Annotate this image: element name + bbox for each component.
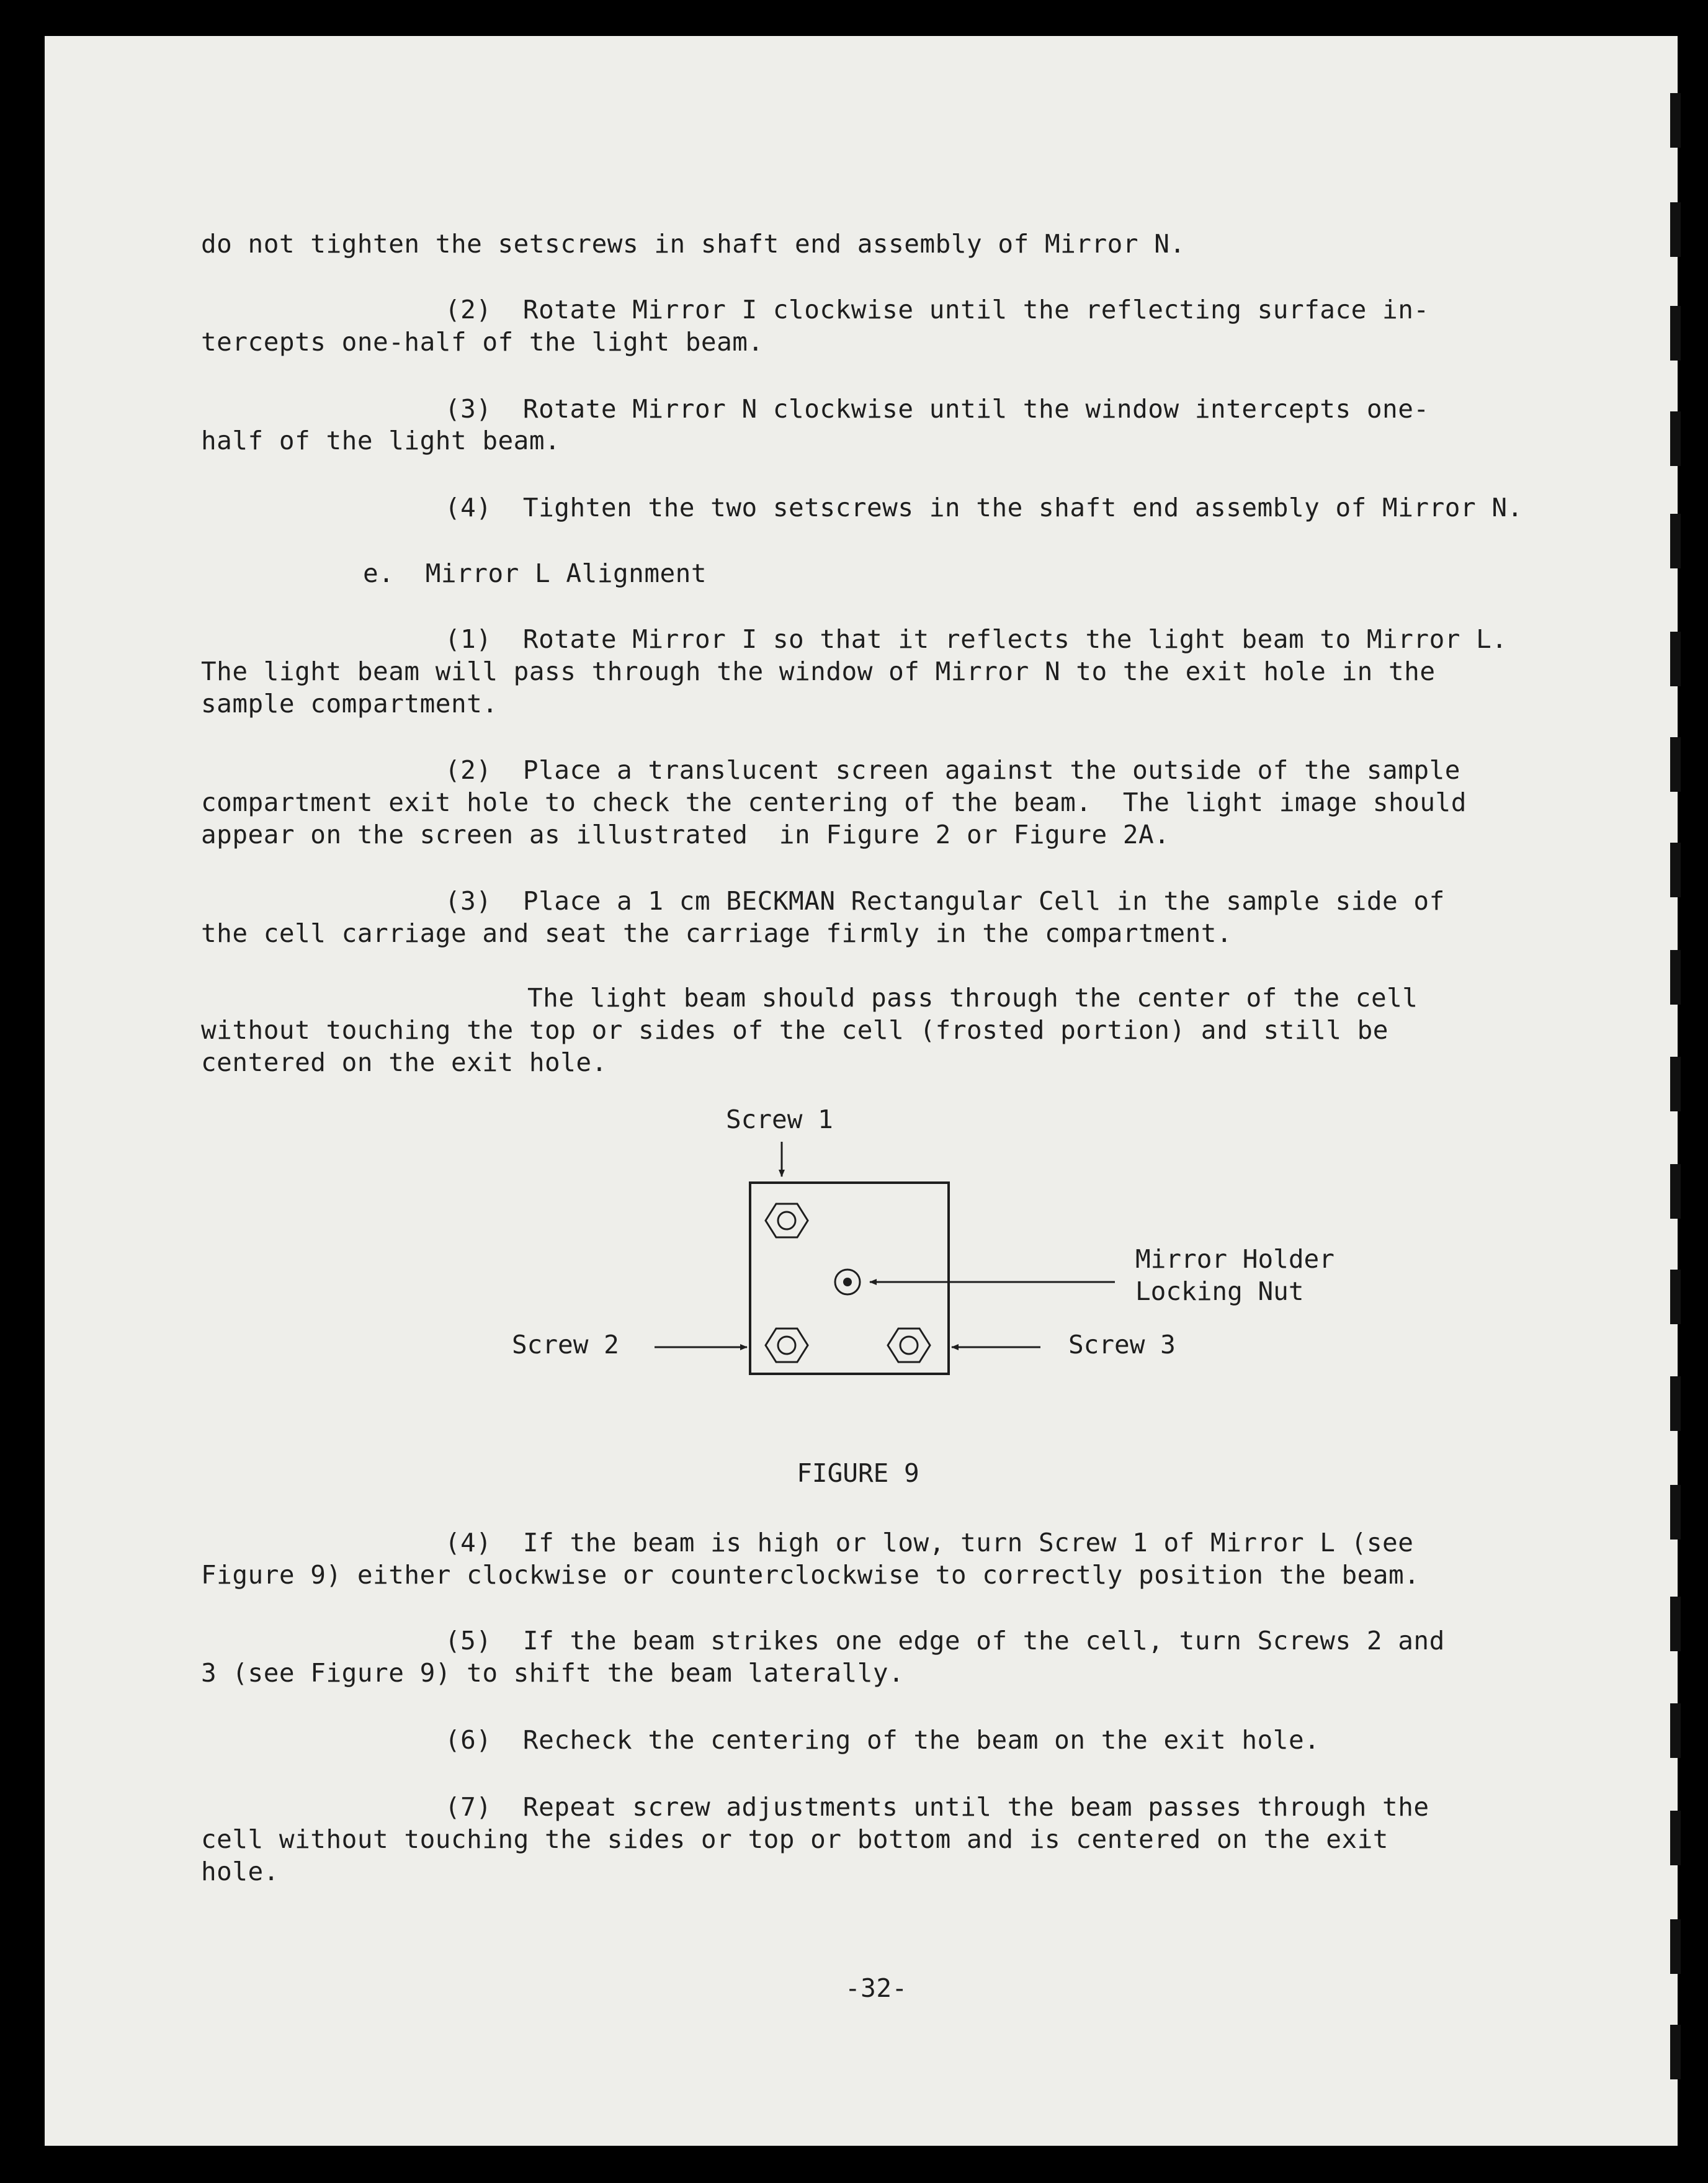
text-line: centered on the exit hole.	[201, 1047, 607, 1077]
section-heading: e. Mirror L Alignment	[363, 558, 707, 588]
binder-mark	[1670, 411, 1681, 466]
binder-mark	[1670, 2025, 1681, 2079]
screw-3-hex-icon	[888, 1329, 930, 1362]
text-line: (3) Rotate Mirror N clockwise until the window intercepts one-	[445, 394, 1429, 424]
locking-nut-label-line2: Locking Nut	[1135, 1276, 1304, 1306]
binder-mark	[1670, 1164, 1681, 1219]
binder-mark	[1670, 1270, 1681, 1324]
binder-mark	[1670, 514, 1681, 568]
text-line: (7) Repeat screw adjustments until the beam passes through the	[445, 1792, 1429, 1822]
text-line: do not tighten the setscrews in shaft end assembly of Mirror N.	[201, 229, 1186, 259]
figure-9-diagram	[45, 36, 1678, 1525]
text-line: the cell carriage and seat the carriage firmly in the compartment.	[201, 918, 1233, 948]
binder-mark	[1670, 1597, 1681, 1651]
screw-2-label: Screw 2	[512, 1330, 619, 1360]
text-line: (2) Place a translucent screen against the outside of the sample	[445, 755, 1460, 785]
text-line: without touching the top or sides of the cell (frosted portion) and still be	[201, 1015, 1388, 1045]
binder-mark	[1670, 1057, 1681, 1111]
figure-caption: FIGURE 9	[797, 1458, 919, 1488]
text-line: The light beam should pass through the center of the cell	[527, 983, 1418, 1013]
screw-1-hex-icon	[766, 1204, 808, 1237]
binder-mark	[1670, 1811, 1681, 1865]
binder-mark	[1670, 843, 1681, 897]
locking-nut-icon	[835, 1270, 860, 1294]
text-line: (5) If the beam strikes one edge of the cell, turn Screws 2 and	[445, 1626, 1445, 1656]
binder-mark	[1670, 737, 1681, 792]
text-line: hole.	[201, 1857, 279, 1886]
binder-mark	[1670, 950, 1681, 1005]
document-page	[45, 36, 1678, 2146]
text-line: tercepts one-half of the light beam.	[201, 327, 764, 357]
locking-nut-label-line1: Mirror Holder	[1135, 1244, 1335, 1274]
text-line: compartment exit hole to check the centering of the beam. The light image should	[201, 787, 1467, 817]
text-line: (4) Tighten the two setscrews in the shaft end assembly of Mirror N.	[445, 493, 1523, 522]
text-line: (2) Rotate Mirror I clockwise until the reflecting surface in-	[445, 295, 1429, 325]
binder-mark	[1670, 93, 1681, 148]
text-line: sample compartment.	[201, 689, 498, 719]
screw-1-label: Screw 1	[726, 1105, 833, 1134]
page-number: -32-	[845, 1973, 908, 2003]
text-line: half of the light beam.	[201, 426, 561, 455]
text-line: Figure 9) either clockwise or counterclockwise to correctly position the beam.	[201, 1560, 1420, 1590]
screw-3-label: Screw 3	[1068, 1330, 1176, 1360]
text-line: (6) Recheck the centering of the beam on the exit hole.	[445, 1725, 1320, 1755]
text-line: cell without touching the sides or top or bottom and is centered on the exit	[201, 1824, 1388, 1854]
text-line: (1) Rotate Mirror I so that it reflects the light beam to Mirror L.	[445, 624, 1508, 654]
text-line: (4) If the beam is high or low, turn Screw 1 of Mirror L (see	[445, 1528, 1414, 1558]
binder-mark	[1670, 1376, 1681, 1431]
text-line: appear on the screen as illustrated in Figure 2 or Figure 2A.	[201, 820, 1170, 849]
screw-2-hex-icon	[766, 1329, 808, 1362]
text-line: The light beam will pass through the window of Mirror N to the exit hole in the	[201, 657, 1436, 686]
text-line: (3) Place a 1 cm BECKMAN Rectangular Cell in the sample side of	[445, 886, 1445, 916]
binder-mark	[1670, 1919, 1681, 1974]
binder-mark	[1670, 202, 1681, 257]
text-line: 3 (see Figure 9) to shift the beam laterally.	[201, 1658, 905, 1688]
binder-mark	[1670, 306, 1681, 361]
binder-mark	[1670, 1485, 1681, 1540]
binder-mark	[1670, 632, 1681, 686]
binder-mark	[1670, 1703, 1681, 1758]
